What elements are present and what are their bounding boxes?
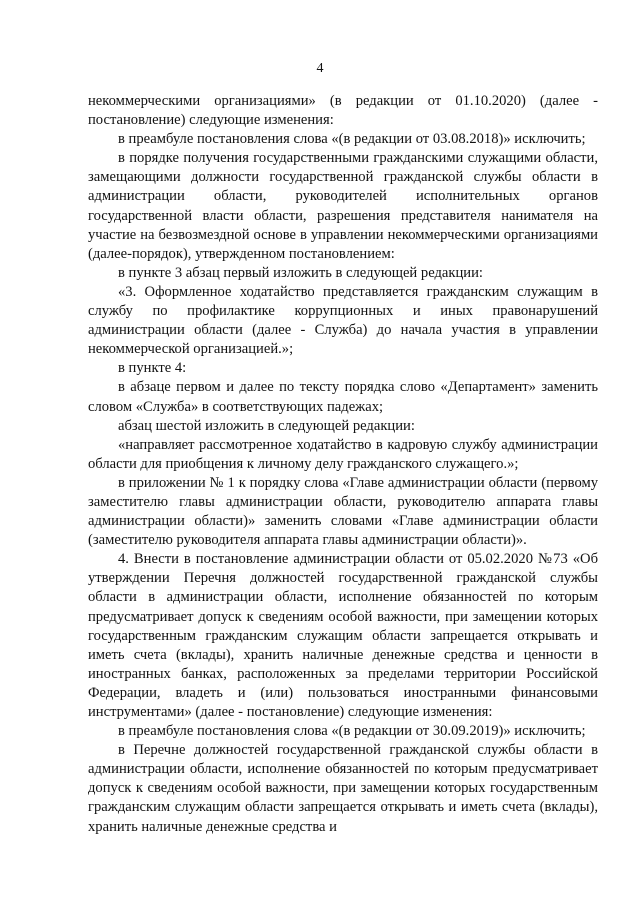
document-body: [88, 92, 598, 837]
paragraph: 4. Внести в постановление администрации области от 05.02.2020 №73 «Об утверждении Перечня должностей государственной гражданской службы области в администрации области, исполнение обязанностей по которым предусматривает допуск к сведениям особой важности, при замещении которых государственным гражданским служащим области запрещается открывать и иметь счета (вклады), хранить наличные денежные средства и ценности в иностранных банках, расположенных за пределами территории Российской Федерации, владеть и (или) пользоваться иностранными финансовыми инструментами» (далее - постановление) следующие изменения:: [88, 551, 598, 720]
paragraph: в преамбуле постановления слова «(в редакции от 03.08.2018)» исключить;: [118, 131, 586, 148]
paragraph-continuation: некоммерческими организациями» (в редакции от 01.10.2020) (далее - постановление) следующие изменения:: [88, 93, 598, 129]
paragraph: в преамбуле постановления слова «(в редакции от 30.09.2019)» исключить;: [118, 723, 586, 740]
paragraph: «направляет рассмотренное ходатайство в кадровую службу администрации области для приобщения к личному делу гражданского служащего.»;: [88, 436, 598, 472]
paragraph: в абзаце первом и далее по тексту порядка слово «Департамент» заменить словом «Служба» в соответствующих падежах;: [88, 379, 598, 415]
paragraph: в Перечне должностей государственной гражданской службы области в администрации области, исполнение обязанностей по которым предусматривает допуск к сведениям особой важности, при замещении которых государственным гражданским служащим области запрещается открывать и иметь счета (вклады), хранить наличные денежные средства и: [88, 742, 598, 835]
page-number: 4: [316, 61, 324, 76]
paragraph: «3. Оформленное ходатайство представляется гражданским служащим в службу по профилактике коррупционных и иных правонарушений администрации области (далее - Служба) до начала участия в управлении некоммерческой организацией.»;: [88, 283, 598, 358]
paragraph: в пункте 4:: [118, 360, 187, 377]
paragraph: в пункте 3 абзац первый изложить в следующей редакции:: [118, 264, 483, 281]
paragraph: в приложении № 1 к порядку слова «Главе администрации области (первому заместителю главы администрации области, руководителю аппарата главы администрации области)» заменить словами «Главе администрации области (заместителю руководителя аппарата главы администрации области)».: [88, 474, 598, 549]
paragraph: в порядке получения государственными гражданскими служащими области, замещающими должности государственной гражданской службы области в администрации области, руководителей исполнительных органов государственной власти области, разрешения представителя нанимателя на участие на безвозмездной основе в управлении некоммерческими организациями (далее-порядок), утвержденном постановлением:: [88, 150, 598, 262]
paragraph: абзац шестой изложить в следующей редакции:: [118, 417, 415, 434]
